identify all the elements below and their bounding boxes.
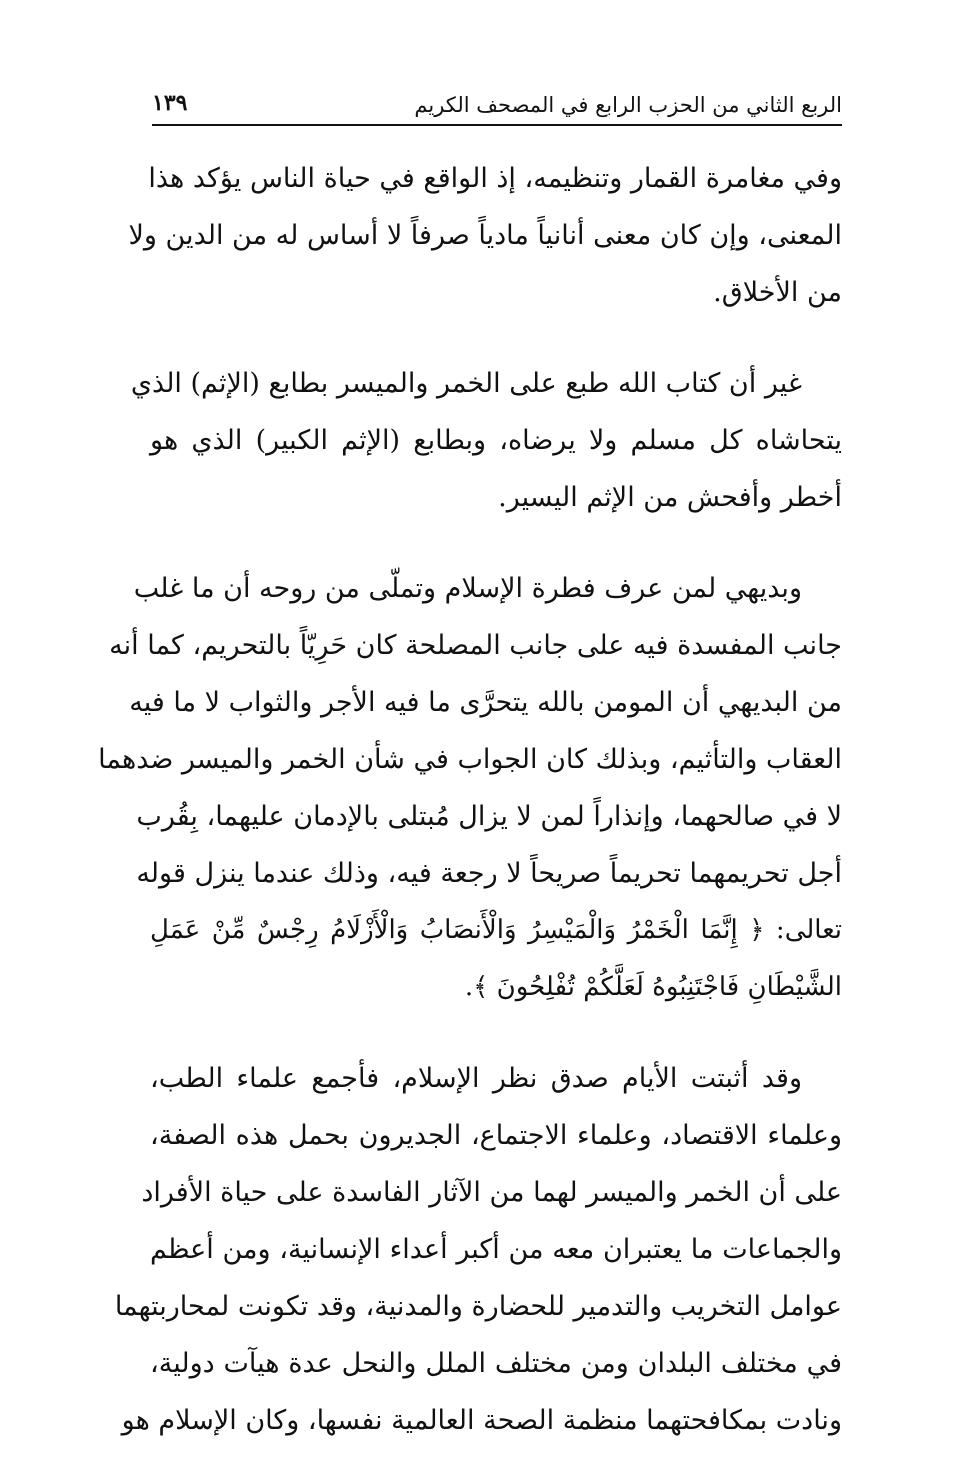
text-line: جانب المفسدة فيه على جانب المصلحة كان حَرِيّاً بالتحريم، كما أنه — [109, 630, 842, 661]
header-rule — [152, 124, 842, 126]
text-line: يتحاشاه كل مسلم ولا يرضاه، وبطابع (الإثم الكبير) الذي هو — [150, 425, 842, 456]
text-line: والجماعات ما يعتبران معه من أكبر أعداء الإنسانية، ومن أعظم — [150, 1234, 842, 1265]
text-line: أجل تحريمهما تحريماً صريحاً لا رجعة فيه، وذلك عندما ينزل قوله — [136, 858, 842, 889]
text-line: في مختلف البلدان ومن مختلف الملل والنحل عدة هيآت دولية، — [150, 1348, 842, 1379]
text-line: عوامل التخريب والتدمير للحضارة والمدنية، وقد تكونت لمحاربتهما — [114, 1291, 842, 1322]
text-line: المعنى، وإن كان معنى أنانياً مادياً صرفاً لا أساس له من الدين ولا — [128, 220, 842, 251]
text-line: العقاب والتأثيم، وبذلك كان الجواب في شأن الخمر والميسر ضدهما — [98, 744, 842, 775]
text-line: لا في صالحهما، وإنذاراً لمن لا يزال مُبتلى بالإدمان عليهما، بِقُرب — [136, 801, 842, 832]
page-number: ١٣٩ — [152, 90, 188, 116]
running-header — [152, 84, 842, 124]
paragraph-4 — [114, 1050, 842, 1449]
text-line: غير أن كتاب الله طبع على الخمر والميسر بطابع (الإثم) الذي — [130, 368, 802, 399]
text-line: ونادت بمكافحتهما منظمة الصحة العالمية نفسها، وكان الإسلام هو — [121, 1405, 842, 1436]
paragraph-3 — [98, 560, 842, 1016]
text-line: وبديهي لمن عرف فطرة الإسلام وتملّى من روحه أن ما غلب — [133, 573, 802, 604]
text-line: وعلماء الاقتصاد، وعلماء الاجتماع، الجديرون بحمل هذه الصفة، — [150, 1120, 842, 1151]
text-line: وقد أثبتت الأيام صدق نظر الإسلام، فأجمع علماء الطب، — [150, 1063, 802, 1094]
quran-verse-line: تعالى: ﴿ إِنَّمَا الْخَمْرُ وَالْمَيْسِرُ وَالْأَنصَابُ وَالْأَزْلَامُ رِجْسٌ مِّنْ عَمَلِ — [150, 915, 842, 945]
text-line: أخطر وأفحش من الإثم اليسير. — [498, 482, 842, 513]
text-line: على أن الخمر والميسر لهما من الآثار الفاسدة على حياة الأفراد — [141, 1177, 842, 1208]
text-line: من الأخلاق. — [713, 277, 842, 308]
text-line: من البديهي أن المومن بالله يتحرَّى ما فيه الأجر والثواب لا ما فيه — [129, 687, 842, 718]
paragraph-2 — [130, 355, 842, 526]
running-header-title: الربع الثاني من الحزب الرابع في المصحف الكريم — [414, 93, 842, 117]
text-line: وفي مغامرة القمار وتنظيمه، إذ الواقع في حياة الناس يؤكد هذا — [148, 163, 842, 194]
body-text — [98, 150, 842, 1483]
paragraph-1 — [128, 150, 842, 321]
quran-verse-line: الشَّيْطَانِ فَاجْتَنِبُوهُ لَعَلَّكُمْ تُفْلِحُونَ ﴾. — [464, 972, 842, 1002]
